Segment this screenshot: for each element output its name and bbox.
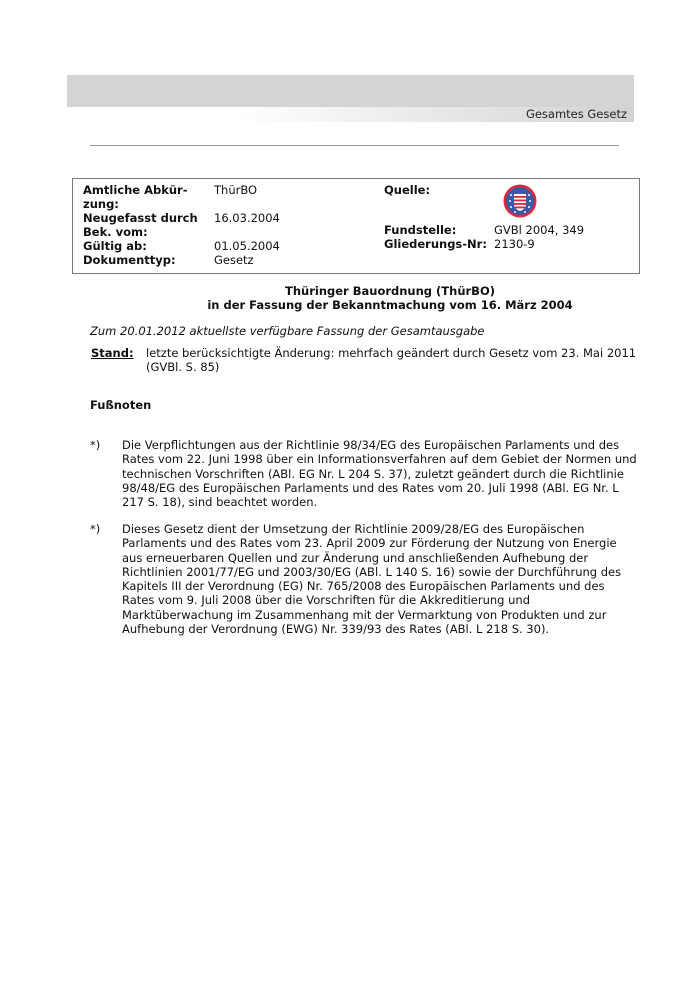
footnotes-heading: Fußnoten bbox=[90, 398, 152, 412]
new-label: Neugefasst durch bbox=[83, 211, 198, 225]
doctype-value: Gesetz bbox=[214, 253, 254, 267]
metadata-box bbox=[72, 178, 640, 274]
fund-value: GVBl 2004, 349 bbox=[494, 223, 585, 237]
source-label: Quelle: bbox=[384, 183, 431, 197]
valid-label: Gültig ab: bbox=[83, 239, 147, 253]
thueringen-coat-of-arms-icon bbox=[503, 184, 537, 218]
stand-text: letzte berücksichtigte Änderung: mehrfach geändert durch Gesetz vom 23. Mai 2011 (GVBl. S. 85) bbox=[146, 346, 637, 374]
new-value: 16.03.2004 bbox=[214, 211, 280, 225]
divider bbox=[90, 145, 619, 146]
issue-note: Zum 20.01.2012 aktuellste verfügbare Fassung der Gesamtausgabe bbox=[90, 324, 485, 338]
gliederung-value: 2130-9 bbox=[494, 237, 535, 251]
abbr-label-cont: zung: bbox=[83, 197, 119, 211]
abbr-value: ThürBO bbox=[214, 183, 258, 197]
stand-label: Stand: bbox=[91, 346, 134, 360]
footnote-mark: *) bbox=[90, 522, 101, 536]
fund-label: Fundstelle: bbox=[384, 223, 457, 237]
footnote-text: Die Verpflichtungen aus der Richtlinie 98/34/EG des Europäischen Parlaments und des Rates vom 22. Juni 1998 über ein Informationsverfahren auf dem Gebiet der Normen und technischen Vorschriften (ABl. EG Nr. L 204 S. 37), zuletzt geändert durch die Richtlinie 98/48/EG des Europäischen Parlaments und des Rates vom 20. Juli 1998 (ABl. EG Nr. L 217 S. 18), sind beachtet worden. bbox=[122, 438, 637, 510]
section-label[interactable]: Gesamtes Gesetz bbox=[525, 107, 627, 121]
footnote-mark: *) bbox=[90, 438, 101, 452]
section-bar bbox=[67, 107, 634, 122]
valid-value: 01.05.2004 bbox=[214, 239, 280, 253]
doctype-label: Dokumenttyp: bbox=[83, 253, 176, 267]
new-label-cont: Bek. vom: bbox=[83, 225, 148, 239]
footnote-text: Dieses Gesetz dient der Umsetzung der Richtlinie 2009/28/EG des Europäischen Parlaments und des Rates vom 23. April 2009 zur Förderung der Nutzung von Energie aus erneuerbaren Quellen und zur Änderung und anschließenden Aufhebung der Richtlinien 2001/77/EG und 2003/30/EG (ABl. L 140 S. 16) sowie der Durchführung des Kapitels III der Verordnung (EG) Nr. 765/2008 des Europäischen Parlaments und des Rates vom 9. Juli 2008 über die Vorschriften für die Akkreditierung und Marktüberwachung im Zusammenhang mit der Vermarktung von Produkten und zur Aufhebung der Verordnung (EWG) Nr. 339/93 des Rates (ABl. L 218 S. 30). bbox=[122, 522, 622, 637]
law-title: Thüringer Bauordnung (ThürBO) bbox=[285, 284, 495, 298]
header-bar bbox=[67, 75, 634, 107]
law-subtitle: in der Fassung der Bekanntmachung vom 16. März 2004 bbox=[207, 298, 573, 312]
abbr-label: Amtliche Abkür- bbox=[83, 183, 188, 197]
gliederung-label: Gliederungs-Nr: bbox=[384, 237, 487, 251]
